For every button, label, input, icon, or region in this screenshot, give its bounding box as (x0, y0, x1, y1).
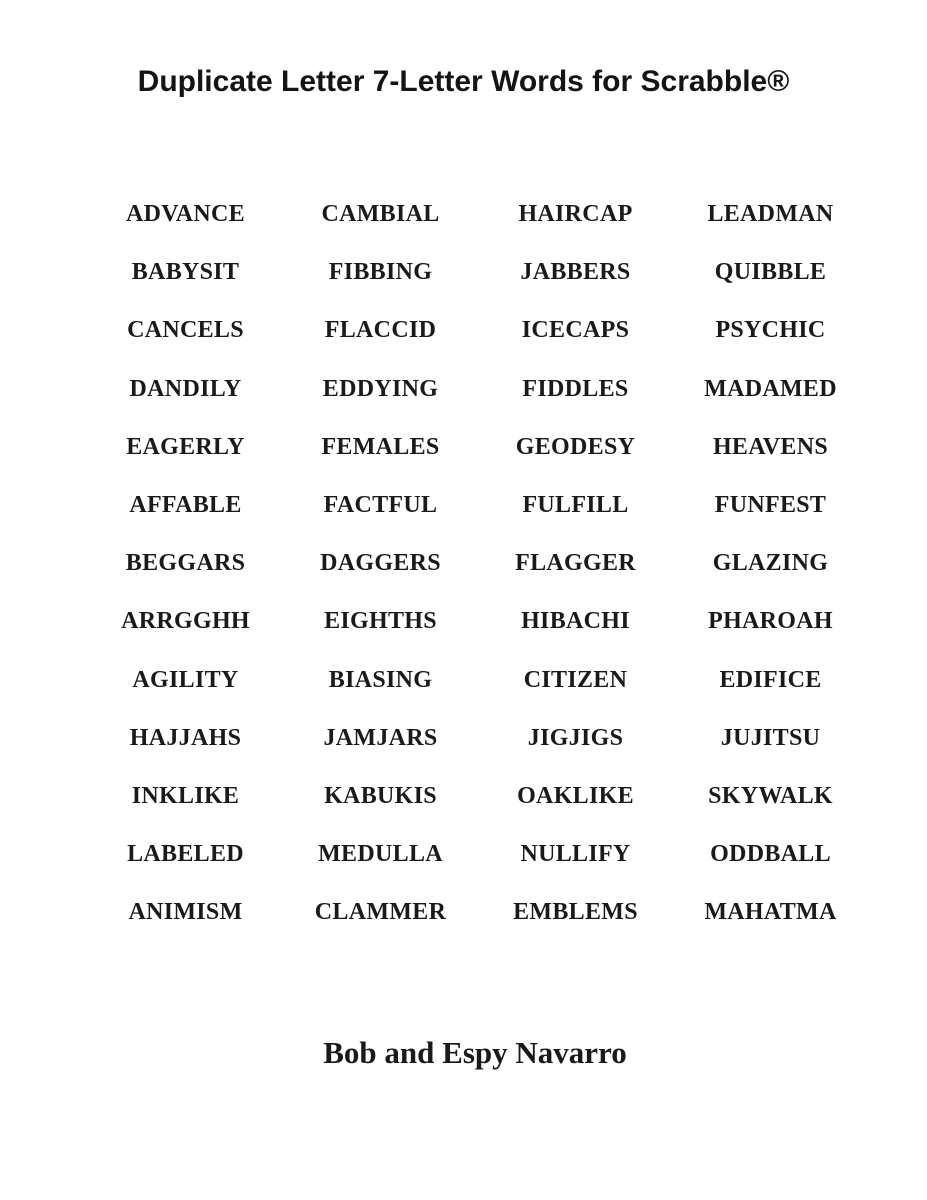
word-item: FEMALES (321, 433, 440, 460)
word-item: ADVANCE (125, 201, 245, 227)
word-item: CAMBIAL (321, 201, 440, 227)
word-item: INKLIKE (131, 782, 240, 809)
word-item: EMBLEMS (513, 899, 638, 926)
word-grid (88, 188, 868, 944)
word-item: SKYWALK (708, 782, 833, 809)
word-item: EAGERLY (126, 433, 245, 460)
word-item: MEDULLA (318, 841, 443, 868)
word-item: HAJJAHS (129, 724, 242, 751)
word-item: MAHATMA (704, 899, 837, 926)
word-item: HEAVENS (712, 433, 829, 460)
word-item: FLACCID (324, 317, 437, 344)
word-item: PHAROAH (708, 608, 833, 635)
word-item: JABBERS (520, 259, 631, 286)
word-item: JIGJIGS (527, 724, 624, 751)
word-item: DAGGERS (320, 550, 441, 577)
word-item: EDDYING (322, 375, 439, 402)
word-item: CITIZEN (523, 666, 628, 693)
word-item: QUIBBLE (714, 259, 827, 286)
word-item: PSYCHIC (715, 317, 826, 344)
word-item: ANIMISM (128, 899, 243, 926)
word-item: BIASING (328, 666, 433, 693)
word-item: BABYSIT (131, 259, 240, 286)
word-item: NULLIFY (520, 841, 631, 868)
word-item: GEODESY (515, 433, 636, 460)
word-item: EIGHTHS (324, 608, 437, 635)
word-item: KABUKIS (324, 782, 437, 809)
word-item: CLAMMER (314, 899, 447, 926)
word-item: FACTFUL (323, 491, 438, 518)
word-item: FIDDLES (522, 375, 629, 402)
word-item: FIBBING (328, 259, 433, 286)
word-item: AFFABLE (129, 491, 242, 518)
word-item: HAIRCAP (518, 201, 633, 227)
word-item: EDIFICE (719, 666, 822, 693)
word-item: GLAZING (712, 550, 829, 577)
word-item: ICECAPS (521, 317, 630, 344)
word-item: LABELED (127, 841, 244, 868)
word-item: FULFILL (522, 491, 629, 518)
word-item: CANCELS (127, 317, 244, 344)
word-item: HIBACHI (521, 608, 630, 635)
word-item: ARRGGHH (121, 608, 250, 635)
word-item: FUNFEST (714, 491, 827, 518)
word-item: LEADMAN (707, 201, 834, 227)
word-item: ODDBALL (710, 841, 831, 868)
word-item: DANDILY (129, 375, 242, 402)
word-item: JAMJARS (323, 724, 438, 751)
word-item: MADAMED (704, 375, 837, 402)
page-title: Duplicate Letter 7-Letter Words for Scrabble® (137, 65, 790, 98)
author-name: Bob and Espy Navarro (323, 1035, 627, 1070)
word-item: BEGGARS (125, 550, 246, 577)
word-item: JUJITSU (720, 724, 821, 751)
word-item: FLAGGER (515, 550, 636, 577)
word-item: AGILITY (132, 666, 239, 693)
word-item: OAKLIKE (517, 782, 634, 809)
